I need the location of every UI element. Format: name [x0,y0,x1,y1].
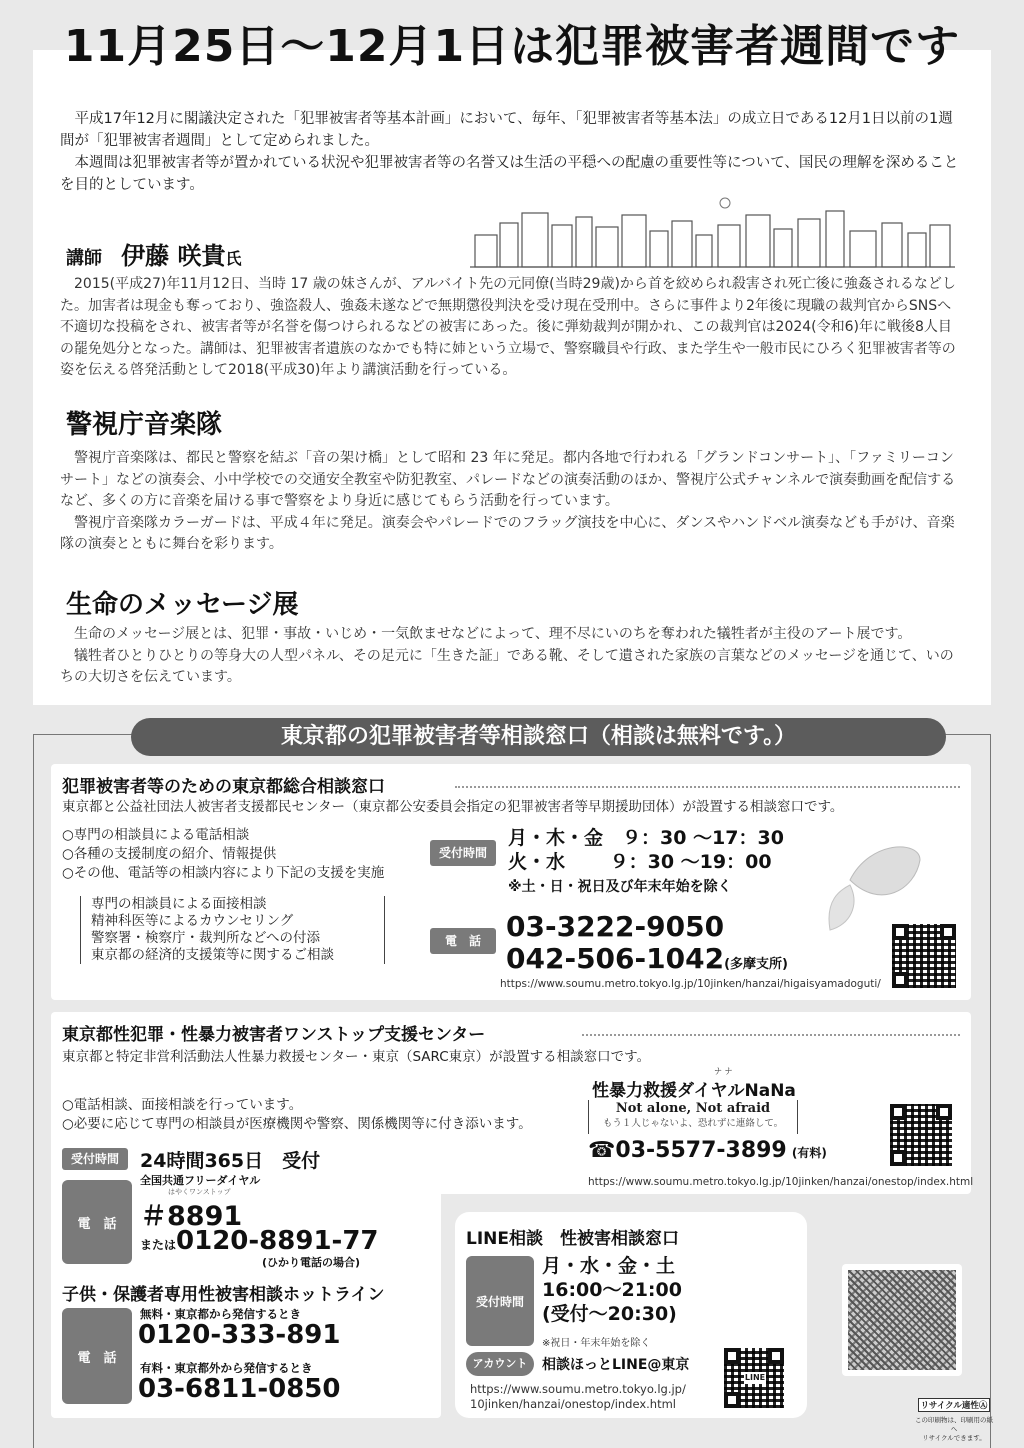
box1-phone-label: 電 話 [430,928,496,954]
long-number-note: (ひかり電話の場合) [262,1256,361,1269]
lecturer-suffix: 氏 [225,249,242,268]
line-account[interactable]: 相談ほっとLINE@東京 [542,1357,690,1373]
intro-text [60,108,965,196]
long-number[interactable]: 0120-8891-77 [176,1226,379,1256]
box2-items [62,1096,532,1134]
box1-item-3: ○その他、電話等の相談内容により下記の支援を実施 [62,865,385,881]
line-time: 16:00～21:00 [542,1279,682,1301]
lecturer-prefix: 講師 [66,248,102,269]
exhibit-paragraph-1: 生命のメッセージ展とは、犯罪・事故・いじめ・一気飲ませなどによって、理不尽にいのちを奪われた犠牲者が主役のアート展です。 [74,626,912,642]
box3-free-label: 無料・東京都から発信するとき [140,1307,301,1321]
box1-item-2: ○各種の支援制度の紹介、情報提供 [62,846,277,862]
box1-hours-note: ※土・日・祝日及び年末年始を除く [508,879,732,895]
line-url-2: 10jinken/hanzai/onestop/index.html [470,1397,677,1411]
box3-free-number[interactable]: 0120-333-891 [138,1320,341,1350]
box3-phone-label: 電 話 [62,1308,132,1404]
line-hours-label: 受付時間 [466,1256,534,1346]
line-title: LINE相談 性被害相談窓口 [466,1229,679,1249]
line-qr-label: LINE [744,1373,766,1382]
box1-qr-code-icon[interactable] [892,924,956,988]
line-url[interactable] [470,1382,686,1412]
lecturer-name: 伊藤 咲貴 [121,242,226,270]
nana-phone[interactable]: ☎03-5577-3899 [588,1138,787,1163]
box1-items [62,826,384,883]
support-item-2: 精神科医等によるカウンセリング [91,913,294,929]
box1-hours [508,826,784,874]
nana-slogan: Not alone, Not afraid [615,1101,771,1116]
box1-dotted-rule [455,786,960,788]
short-number-ruby: はやくワンストップ [168,1188,231,1196]
recycle-text-2: リサイクルできます。 [922,1434,986,1442]
box1-hours-2: 火・水 ９：30 ～19：00 [508,851,772,873]
exhibit-text [60,624,965,689]
lecturer-bio [60,274,965,382]
cityscape-illustration [470,195,955,275]
line-days: 月・水・金・土 [542,1255,676,1277]
box2-phone-label: 電 話 [62,1180,132,1264]
box1-support-list [80,896,385,964]
lecturer-heading [66,236,241,271]
line-url-1: https://www.soumu.metro.tokyo.lg.jp/ [470,1382,686,1396]
line-hours [542,1254,682,1326]
consultation-title: 東京都の犯罪被害者等相談窓口（相談は無料です。） [131,718,946,756]
line-qr-code-icon[interactable] [724,1348,784,1408]
recycle-mark: リサイクル適性Ⓐ [918,1398,990,1412]
box2-dotted-rule [582,1034,960,1036]
box1-phone-2[interactable]: 042-506-1042 [506,942,725,975]
lecturer-bio-text: 2015(平成27)年11月12日、当時 17 歳の妹さんが、アルバイト先の元同僚(当時29歳)から首を絞められ殺害され死亡後に強姦されるなどした。加害者は現金も奪っており、強盗殺人、強姦未遂などで無期懲役判決を受け現在受刑中。さらに事件より2年後に現職の裁判官からSNSへ不適切な投稿をされ、被害者等が名誉を傷つけられるなどの被害にあった。後に弾劾裁判が開かれ、この裁判官は2024(令和6)年に戦後8人目の罷免処分となった。講師は、犯罪被害者遺族のなかでも特に姉という立場で、警察職員や行政、また学生や一般市民にひろく犯罪被害者等の姿を伝える啓発活動として2018(平成30)年より講演活動を行っている。 [60,276,956,378]
free-dial-label: 全国共通フリーダイヤル [140,1174,261,1187]
box1-phone-2-note: (多摩支所) [724,957,788,972]
line-account-label: アカウント [466,1352,534,1376]
exhibit-title: 生命のメッセージ展 [66,590,299,620]
nana-slogan-jp: もう１人じゃないよ、恐れずに連絡して。 [602,1118,784,1129]
box1-item-1: ○専門の相談員による電話相談 [62,827,250,843]
band-paragraph-2: 警視庁音楽隊カラーガードは、平成４年に発足。演奏会やパレードでのフラッグ演技を中心に、ダンスやハンドベル演奏なども手がけ、音楽隊の演奏とともに舞台を彩ります。 [60,514,955,552]
box3-paid-number[interactable]: 03-6811-0850 [138,1374,341,1404]
box2-url[interactable]: https://www.soumu.metro.tokyo.lg.jp/10jinken/hanzai/onestop/index.html [588,1176,974,1188]
box1-title: 犯罪被害者等のための東京都総合相談窓口 [62,777,385,797]
nana-slogan-box [588,1100,798,1134]
line-note: ※祝日・年末年始を除く [542,1338,651,1349]
box1-phone-2-row [506,942,788,975]
or-label: または [140,1238,177,1252]
box1-phone-1[interactable]: 03-3222-9050 [506,910,725,943]
nana-phone-note: (有料) [791,1146,827,1160]
nana-phone-row [588,1138,827,1163]
support-item-1: 専門の相談員による面接相談 [91,896,267,912]
short-number[interactable]: ＃8891 [140,1201,243,1232]
uni-voice-code-icon [848,1270,956,1370]
band-title: 警視庁音楽隊 [66,410,223,440]
box3-paid-label: 有料・東京都外から発信するとき [140,1361,313,1375]
intro-paragraph-1: 平成17年12月に閣議決定された「犯罪被害者等基本計画」において、毎年、「犯罪被害者等基本法」の成立日である12月1日以前の1週間が「犯罪被害者週間」として定められました。 [60,111,953,149]
box2-item-2: ○必要に応じて専門の相談員が医療機関や警察、関係機関等に付き添います。 [62,1116,532,1132]
support-item-3: 警察署・検察庁・裁判所などへの付添 [91,930,320,946]
long-number-row [140,1226,379,1256]
box2-item-1: ○電話相談、面接相談を行っています。 [62,1097,303,1113]
box2-hours-label: 受付時間 [62,1148,128,1170]
line-time-note: (受付～20:30) [542,1303,677,1325]
recycle-text [912,1416,996,1443]
box2-title: 東京都性犯罪・性暴力被害者ワンストップ支援センター [62,1025,486,1045]
box2-hours: 24時間365日 受付 [140,1150,321,1172]
nana-dial-title: 性暴力救援ダイヤルNaNa [592,1081,796,1101]
box3-title: 子供・保護者専用性被害相談ホットライン [62,1285,385,1305]
intro-paragraph-2: 本週間は犯罪被害者等が置かれている状況や犯罪被害者等の名誉又は生活の平穏への配慮の重要性等について、国民の理解を深めることを目的としています。 [60,155,959,193]
box1-hours-label: 受付時間 [430,840,496,866]
exhibit-paragraph-2: 犠牲者ひとりひとりの等身大の人型パネル、その足元に「生きた証」である靴、そして遺された家族の言葉などのメッセージを通じて、いのちの大切さを伝えています。 [60,647,954,685]
box1-subtitle: 東京都と公益社団法人被害者支援都民センター（東京都公安委員会指定の犯罪被害者等早期援助団体）が設置する相談窓口です。 [62,799,844,815]
page-title: 11月25日～12月1日は犯罪被害者週間です [63,21,961,72]
nana-ruby: ナ ナ [714,1067,733,1076]
box2-subtitle: 東京都と特定非営利活動法人性暴力救援センター・東京（SARC東京）が設置する相談窓口です。 [62,1049,651,1065]
band-paragraph-1: 警視庁音楽隊は、都民と警察を結ぶ「音の架け橋」として昭和 23 年に発足。都内各地で行われる「グランドコンサート」、「ファミリーコンサート」などの演奏会、小中学校での交通安全教室や防犯教室、パレードなどの演奏活動のほか、警視庁公式チャンネルで演奏動画を配信するなど、多くの方に音楽を届ける事で警察をより身近に感じてもらう活動を行っています。 [60,450,956,509]
box1-url[interactable]: https://www.soumu.metro.tokyo.lg.jp/10jinken/hanzai/higaisyamadoguti/ [500,978,881,990]
band-text [60,448,965,556]
recycle-text-1: この印刷物は、印刷用の紙へ [915,1416,993,1433]
support-item-4: 東京都の経済的支援策等に関するご相談 [91,947,334,963]
box1-hours-1: 月・木・金 ９：30 ～17：30 [508,827,784,849]
box2-qr-code-icon[interactable] [890,1104,952,1166]
